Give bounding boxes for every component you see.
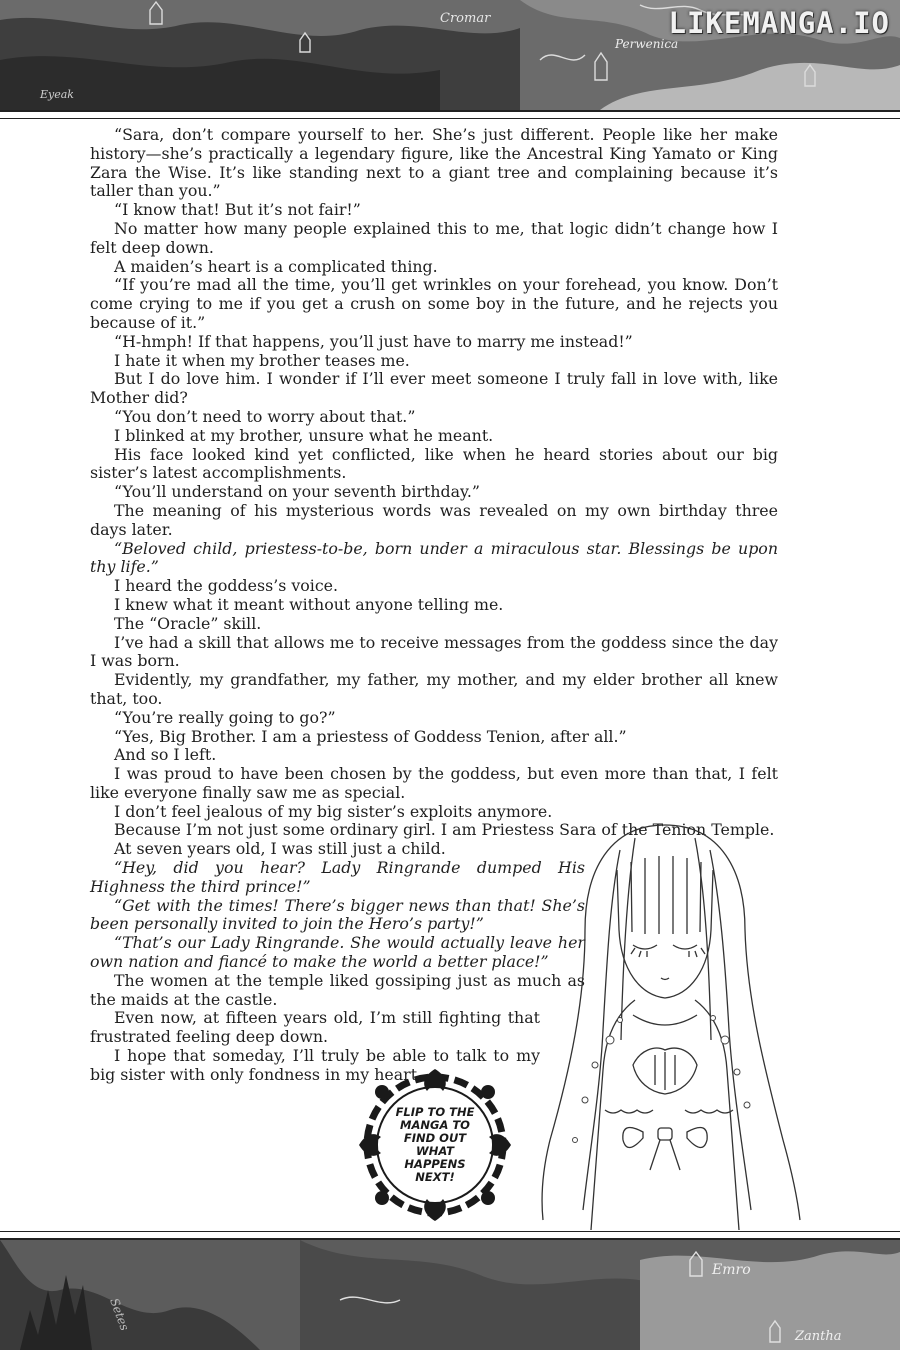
paragraph: No matter how many people explained this to me, that logic didn’t change how I felt deep down. bbox=[90, 218, 778, 257]
paragraph: “H-hmph! If that happens, you’ll just have to marry me instead!” bbox=[114, 331, 633, 351]
priestess-illustration bbox=[515, 810, 815, 1240]
paragraph: His face looked kind yet conflicted, like when he heard stories about our big sister’s latest accomplishments. bbox=[90, 444, 778, 483]
paragraph: “Yes, Big Brother. I am a priestess of Goddess Tenion, after all.” bbox=[114, 726, 627, 746]
paragraph: “You’ll understand on your seventh birthday.” bbox=[114, 482, 480, 502]
paragraph: I hope that someday, I’ll truly be able to talk to my big sister with only fondness in my heart. bbox=[90, 1046, 540, 1084]
gossip-line: “Get with the times! There’s bigger news than that! She’s been personally invited to join the Hero’s party!” bbox=[90, 895, 585, 934]
map-illustration-bottom bbox=[0, 1240, 900, 1350]
gossip-line: “That’s our Lady Ringrande. She would actually leave her own nation and fiancé to make the world a better place!” bbox=[90, 933, 585, 972]
goddess-message: “Beloved child, priestess-to-be, born under a miraculous star. Blessings be upon thy life.” bbox=[90, 538, 778, 577]
paragraph: The meaning of his mysterious words was revealed on my own birthday three days later. bbox=[90, 500, 778, 539]
paragraph: Because I’m not just some ordinary girl. I am Priestess Sara of the Tenion Temple. bbox=[114, 820, 775, 840]
site-watermark: LIKEMANGA.IO bbox=[668, 6, 890, 40]
bottom-divider-thin bbox=[0, 1231, 900, 1232]
paragraph: But I do love him. I wonder if I’ll ever meet someone I truly fall in love with, like Mother did? bbox=[90, 369, 778, 408]
paragraph: I heard the goddess’s voice. bbox=[114, 576, 339, 596]
paragraph: “If you’re mad all the time, you’ll get wrinkles on your forehead, you know. Don’t come crying to me if you get a crush on some boy in the future, and he rejects you because of it.” bbox=[90, 275, 778, 332]
svg-text:Setes: Setes bbox=[107, 1296, 132, 1333]
svg-text:Perwenica: Perwenica bbox=[615, 37, 679, 51]
paragraph: The women at the temple liked gossiping just as much as the maids at the castle. bbox=[90, 970, 585, 1009]
paragraph: “Sara, don’t compare yourself to her. She’s just different. People like her make history—she’s practically a legendary figure, like the Ancestral King Yamato or King Zara the Wise. It’s like standing next to a giant tree and complaining because it’s taller than you.” bbox=[90, 125, 778, 201]
paragraph: “You don’t need to worry about that.” bbox=[114, 406, 416, 426]
badge-text: FLIP TO THE MANGA TO FIND OUT WHAT HAPPENS NEXT! bbox=[395, 1105, 475, 1184]
paragraph: Evidently, my grandfather, my father, my mother, and my elder brother all knew that, too. bbox=[90, 670, 778, 708]
paragraph: I was proud to have been chosen by the goddess, but even more than that, I felt like everyone finally saw me as special. bbox=[90, 764, 778, 802]
top-divider-thin bbox=[0, 118, 900, 119]
top-divider bbox=[0, 110, 900, 112]
paragraph: At seven years old, I was still just a child. bbox=[114, 839, 446, 859]
paragraph: Even now, at fifteen years old, I’m still fighting that frustrated feeling deep down. bbox=[90, 1008, 540, 1047]
paragraph: “You’re really going to go?” bbox=[114, 707, 336, 727]
paragraph: A maiden’s heart is a complicated thing. bbox=[114, 256, 438, 276]
paragraph: I knew what it meant without anyone telling me. bbox=[114, 594, 504, 614]
paragraph: And so I left. bbox=[114, 745, 217, 765]
paragraph: I’ve had a skill that allows me to receive messages from the goddess since the day I was born. bbox=[90, 632, 778, 671]
svg-text:Emro: Emro bbox=[712, 1262, 751, 1278]
bottom-map-banner bbox=[0, 1240, 900, 1350]
paragraph: The “Oracle” skill. bbox=[114, 613, 262, 633]
paragraph: “I know that! But it’s not fair!” bbox=[114, 200, 361, 220]
paragraph: I blinked at my brother, unsure what he meant. bbox=[114, 425, 494, 445]
top-map-banner bbox=[0, 0, 900, 110]
svg-text:Cromar: Cromar bbox=[440, 11, 491, 26]
gossip-line: “Hey, did you hear? Lady Ringrande dumped His Highness the third prince!” bbox=[90, 858, 585, 896]
paragraph: I don’t feel jealous of my big sister’s exploits anymore. bbox=[114, 801, 553, 821]
svg-text:Eyeak: Eyeak bbox=[40, 88, 74, 101]
svg-text:Zantha: Zantha bbox=[795, 1329, 842, 1344]
flip-to-manga-badge bbox=[355, 1065, 515, 1225]
paragraph: I hate it when my brother teases me. bbox=[114, 350, 410, 370]
